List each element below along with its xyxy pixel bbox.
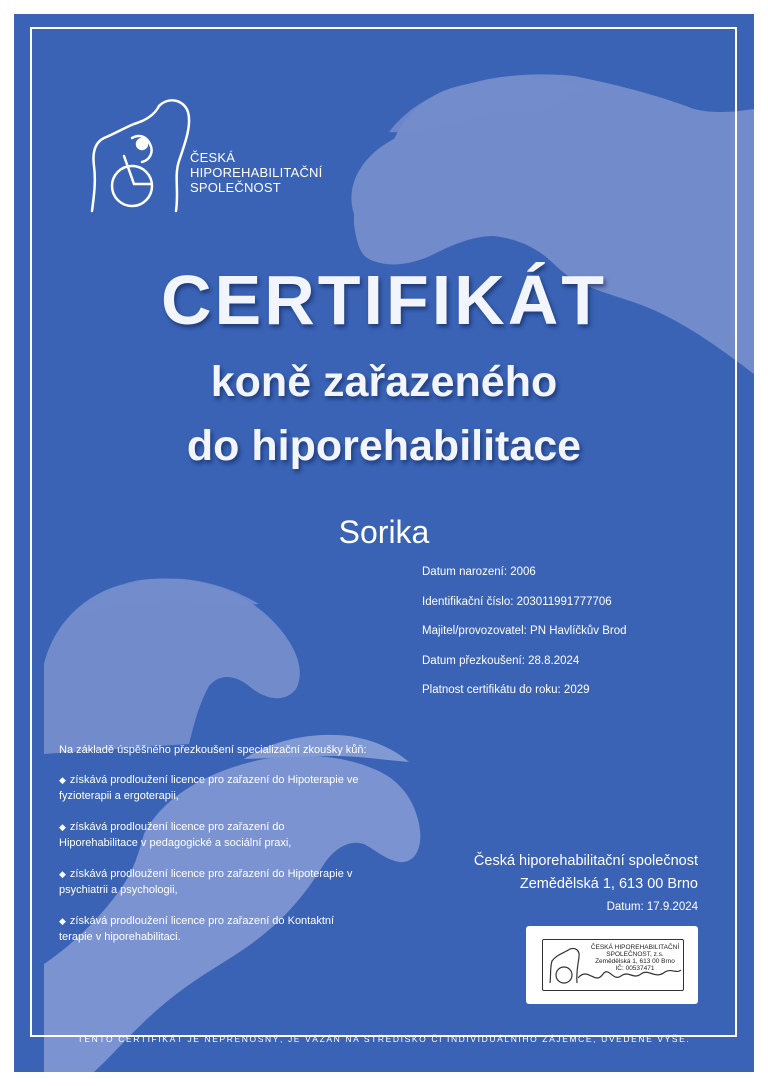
certificate-subtitle-line-2: do hiporehabilitace bbox=[186, 422, 582, 470]
official-stamp bbox=[542, 939, 684, 991]
benefit-line: získává prodloužení licence pro zařazení do Kontaktní bbox=[69, 915, 335, 927]
logo-line-3: SPOLEČNOST bbox=[190, 180, 281, 195]
benefit-item bbox=[59, 772, 389, 804]
diamond-bullet-icon: ◆ bbox=[59, 869, 66, 879]
benefit-line: získává prodloužení licence pro zařazení do Hipoterapie ve bbox=[69, 774, 359, 786]
certificate-title: CERTIFIKÁT bbox=[160, 261, 608, 339]
horse-name: Sorika bbox=[338, 514, 430, 550]
benefit-line: Hiporehabilitace v pedagogické a sociální praxi, bbox=[59, 837, 292, 849]
detail-label: Datum narození: bbox=[422, 566, 508, 578]
footer-note: TENTO CERTIFIKÁT JE NEPŘENOSNÝ, JE VÁZÁN NA STŘEDISKO ČI INDIVIDUÁLNÍHO ZÁJEMCE, UVEDENÉ VÝŠE. bbox=[77, 1034, 691, 1044]
stamp-line-1: ČESKÁ HIPOREHABILITAČNÍ bbox=[590, 944, 680, 951]
stamp-line-2: SPOLEČNOST, z.s. bbox=[606, 951, 664, 958]
detail-row bbox=[422, 681, 627, 711]
detail-label: Platnost certifikátu do roku: bbox=[422, 684, 561, 696]
detail-value: 28.8.2024 bbox=[528, 654, 580, 667]
stamp-area bbox=[526, 926, 698, 1004]
benefit-item bbox=[59, 866, 389, 898]
benefit-line: získává prodloužení licence pro zařazení do Hipoterapie v bbox=[69, 868, 353, 880]
benefit-line: fyzioterapii a ergoterapii, bbox=[59, 790, 179, 802]
diamond-bullet-icon: ◆ bbox=[59, 822, 66, 832]
certificate-sheet bbox=[14, 14, 754, 1072]
detail-row bbox=[422, 563, 627, 593]
horse-rider-wheelchair-logo-icon bbox=[84, 86, 199, 221]
signature-icon bbox=[573, 960, 683, 988]
detail-row bbox=[422, 622, 627, 652]
benefit-list bbox=[59, 772, 389, 960]
exam-intro-text: Na základě úspěšného přezkoušení specializační zkoušky kůň: bbox=[59, 744, 367, 756]
benefit-line: terapie v hiporehabilitaci. bbox=[59, 931, 181, 943]
detail-label: Identifikační číslo: bbox=[422, 595, 514, 608]
detail-value: 2006 bbox=[510, 566, 536, 578]
issue-date: Datum: 17.9.2024 bbox=[606, 901, 698, 913]
detail-row bbox=[422, 652, 627, 682]
benefit-item bbox=[59, 819, 389, 851]
benefit-line: psychiatrii a psychologii, bbox=[59, 884, 178, 896]
logo-line-1: ČESKÁ bbox=[190, 150, 236, 165]
issuer-address: Zemědělská 1, 613 00 Brno bbox=[519, 876, 698, 892]
benefit-line: získává prodloužení licence pro zařazení do bbox=[69, 821, 285, 833]
stamp-line-4: IČ: 00537471 bbox=[615, 965, 655, 972]
logo-line-2: HIPOREHABILITAČNÍ bbox=[190, 165, 323, 180]
detail-label: Datum přezkoušení: bbox=[422, 654, 525, 667]
certificate-subtitle-line-1: koně zařazeného bbox=[210, 358, 558, 406]
detail-row bbox=[422, 593, 627, 623]
diamond-bullet-icon: ◆ bbox=[59, 916, 66, 926]
horse-details bbox=[422, 563, 627, 711]
detail-value: 2029 bbox=[563, 684, 590, 696]
stamp-line-3: Zemědělská 1, 613 00 Brno bbox=[595, 958, 675, 965]
diamond-bullet-icon: ◆ bbox=[59, 775, 66, 785]
issuer-block bbox=[474, 850, 698, 918]
detail-label: Majitel/provozovatel: bbox=[422, 625, 527, 637]
issuer-name: Česká hiporehabilitační společnost bbox=[473, 853, 698, 869]
detail-value: 203011991777706 bbox=[516, 595, 612, 608]
organization-logo-text bbox=[190, 150, 322, 195]
benefit-item bbox=[59, 913, 389, 945]
detail-value: PN Havlíčkův Brod bbox=[530, 625, 627, 637]
